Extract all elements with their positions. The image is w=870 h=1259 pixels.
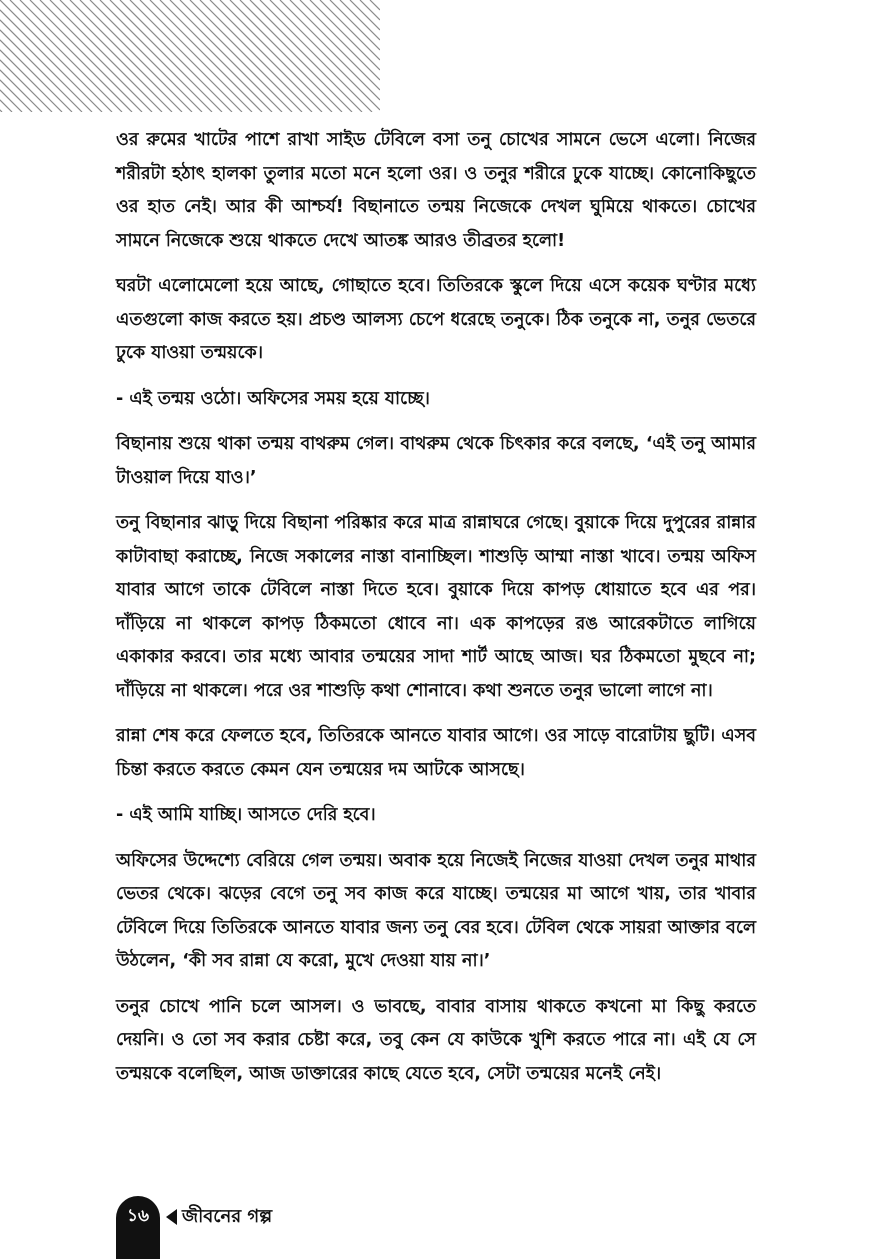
page-number: ১৬ bbox=[116, 1196, 160, 1259]
hatch-line bbox=[0, 0, 22, 112]
hatch-line bbox=[300, 0, 380, 80]
hatch-line bbox=[360, 0, 380, 20]
paragraph-5: রান্না শেষ করে ফেলতে হবে, তিতিরকে আনতে যাবার আগে। ওর সাড়ে বারোটায় ছুটি। এসব চিন্তা করতে করতে কেমন যেন তন্ময়ের দম আটকে আসছে। bbox=[116, 726, 756, 780]
paragraph-3: বিছানায় শুয়ে থাকা তন্ময় বাথরুম গেল। বাথরুম থেকে চিৎকার করে বলছে, ‘এই তনু আমার টাওয়াল দিয়ে যাও।’ bbox=[116, 434, 756, 488]
page-footer bbox=[116, 1196, 516, 1259]
triangle-left-icon bbox=[166, 1209, 177, 1225]
paragraph-4: তনু বিছানার ঝাড়ু দিয়ে বিছানা পরিষ্কার করে মাত্র রান্নাঘরে গেছে। বুয়াকে দিয়ে দুপুরের রান্নার কাটাবাছা করাচ্ছে, নিজে সকালের নাস্তা বানাচ্ছিল। শাশুড়ি আম্মা নাস্তা খাবে। তন্ময় অফিস যাবার আগে তাকে টেবিলে নাস্তা দিতে হবে। বুয়াকে দিয়ে কাপড় ধোয়াতে হবে এর পর। দাঁড়িয়ে না থাকলে কাপড় ঠিকমতো ধোবে না। এক কাপড়ের রঙ আরেকটাতে লাগিয়ে একাকার করবে। তার মধ্যে আবার তন্ময়ের সাদা শার্ট আছে আজ। ঘর ঠিকমতো মুছবে না; দাঁড়িয়ে না থাকলে। পরে ওর শাশুড়ি কথা শোনাবে। কথা শুনতে তনুর ভালো লাগে না। bbox=[116, 513, 756, 701]
hatch-line bbox=[370, 0, 380, 10]
paragraph-7: তনুর চোখে পানি চলে আসল। ও ভাবছে, বাবার বাসায় থাকতে কখনো মা কিছু করতে দেয়নি। ও তো সব করার চেষ্টা করে, তবু কেন যে কাউকে খুশি করতে পারে না। এই যে সে তন্ময়কে বলেছিল, আজ ডাক্তারের কাছে যেতে হবে, সেটা তন্ময়ের মনেই নেই। bbox=[116, 996, 756, 1084]
hatch-line bbox=[340, 0, 380, 40]
decorative-hatch-pattern bbox=[0, 0, 380, 112]
hatch-line bbox=[320, 0, 380, 60]
hatch-line bbox=[290, 0, 380, 90]
hatch-line bbox=[0, 0, 62, 112]
dialogue-line-2: - এই আমি যাচ্ছি। আসতে দেরি হবে। bbox=[116, 805, 376, 825]
hatch-line bbox=[270, 0, 380, 110]
hatch-line bbox=[310, 0, 380, 70]
hatch-line bbox=[330, 0, 380, 50]
paragraph-6: অফিসের উদ্দেশ্যে বেরিয়ে গেল তন্ময়। অবাক হয়ে নিজেই নিজের যাওয়া দেখল তনুর মাথার ভেতর থেকে। ঝড়ের বেগে তনু সব কাজ করে যাচ্ছে। তন্ময়ের মা আগে খায়, তার খাবার টেবিলে দিয়ে তিতিরকে আনতে যাবার জন্য তনু বের হবে। টেবিল থেকে সায়রা আক্তার বলে উঠলেন, ‘কী সব রান্না যে করো, মুখে দেওয়া যায় না।’ bbox=[116, 850, 756, 971]
hatch-line bbox=[0, 0, 82, 112]
paragraph-2: ঘরটা এলোমেলো হয়ে আছে, গোছাতে হবে। তিতিরকে স্কুলে দিয়ে এসে কয়েক ঘণ্টার মধ্যে এতগুলো কাজ করতে হয়। প্রচণ্ড আলস্য চেপে ধরেছে তনুকে। ঠিক তনুকে না, তনুর ভেতরে ঢুকে যাওয়া তন্ময়কে। bbox=[116, 276, 756, 363]
book-title: জীবনের গল্প bbox=[182, 1206, 273, 1227]
hatch-line bbox=[0, 0, 2, 112]
dialogue-line-1: - এই তন্ময় ওঠো। অফিসের সময় হয়ে যাচ্ছে। bbox=[116, 388, 430, 409]
page-body bbox=[116, 124, 756, 1103]
paragraph-1: ওর রুমের খাটের পাশে রাখা সাইড টেবিলে বসা তনু চোখের সামনে ভেসে এলো। নিজের শরীরটা হঠাৎ হালকা তুলার মতো মনে হলো ওর। ও তনুর শরীরে ঢুকে যাচ্ছে। কোনোকিছুতে ওর হাত নেই। আর কী আশ্চর্য! বিছানাতে তন্ময় নিজেকে দেখল ঘুমিয়ে থাকতে। চোখের সামনে নিজেকে শুয়ে থাকতে দেখে আতঙ্ক আরও তীব্রতর হলো! bbox=[116, 130, 756, 251]
